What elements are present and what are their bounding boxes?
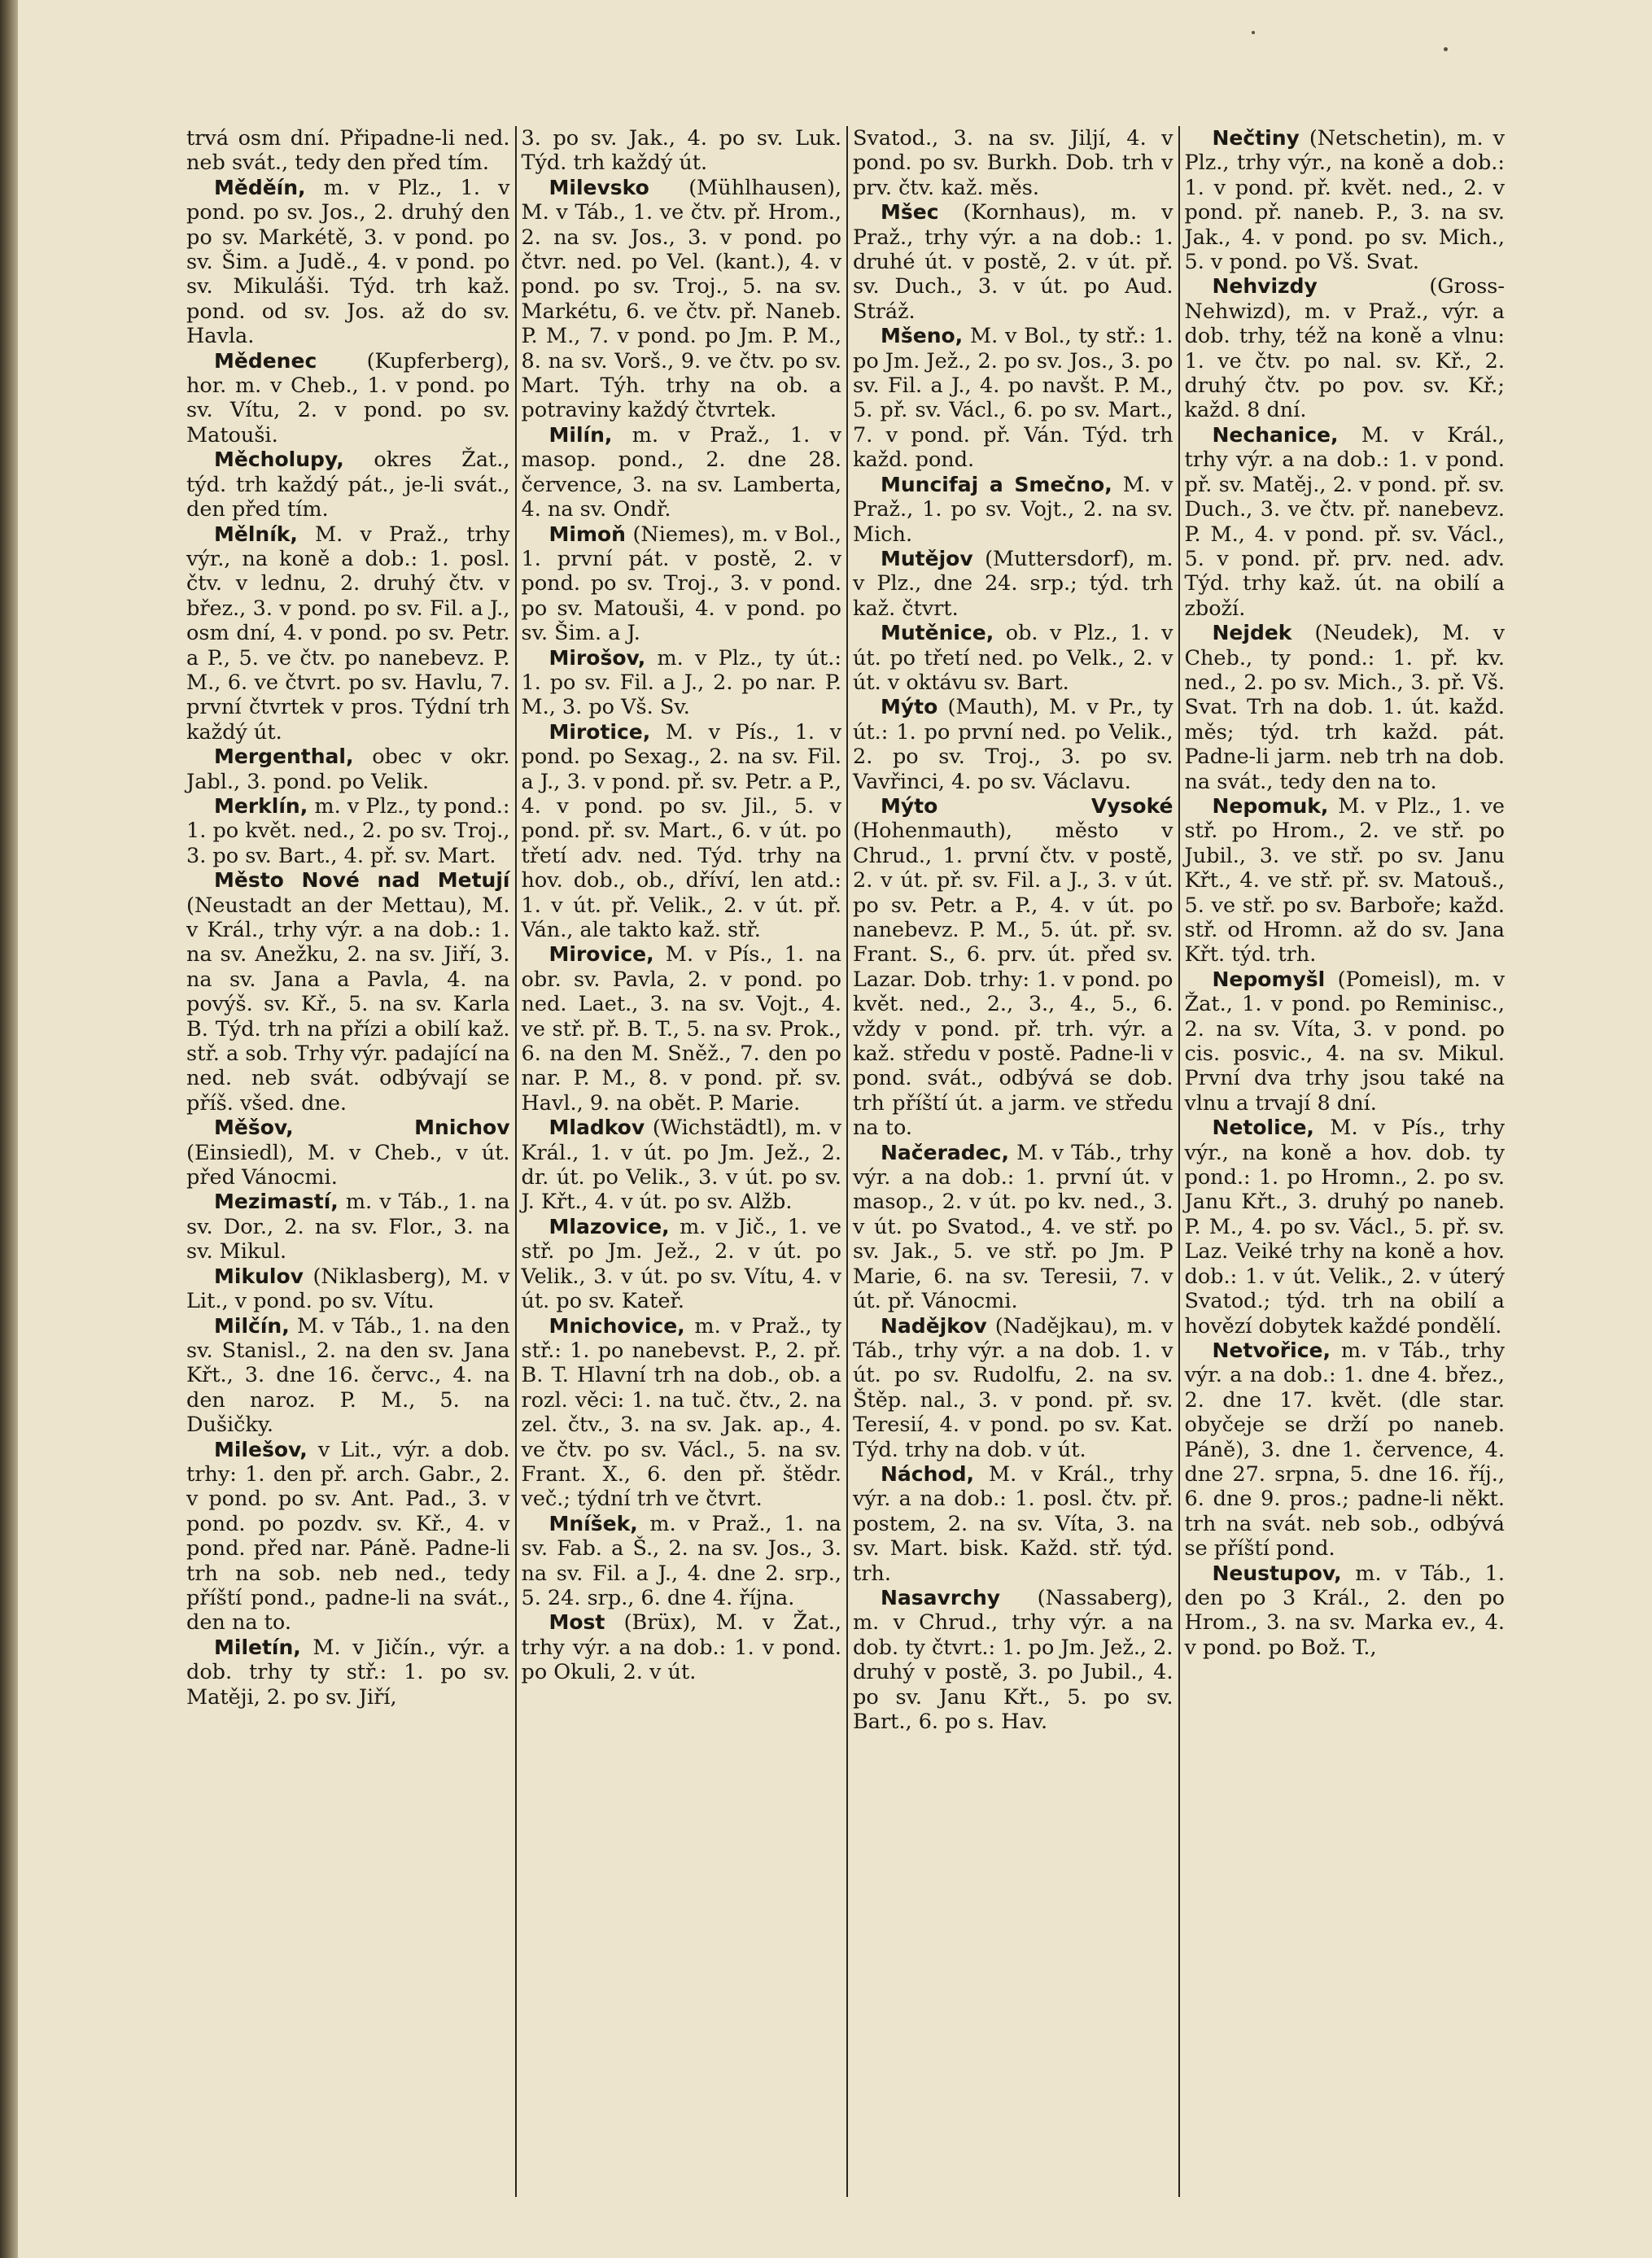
gazetteer-entry: [853, 1586, 1173, 1734]
entry-place-name: Mirošov,: [548, 645, 646, 670]
entry-text: (Mauth), M. v Pr., ty út.: 1. po první ned. po Velik., 2. po sv. Troj., 3. po sv. Vavřinci, 4. po sv. Václavu.: [853, 695, 1173, 794]
gazetteer-entry: [186, 794, 510, 868]
entry-place-name: Měšov, Mnichov: [214, 1116, 510, 1140]
column-3: [846, 126, 1178, 2197]
entry-place-name: Mutějov: [881, 546, 973, 570]
entry-text: v Lit., výr. a dob. trhy: 1. den př. arch. Gabr., 2. v pond. po sv. Ant. Pad., 3. v pond. po pozdv. sv. Kř., 4. v pond. před nar. Páně. Padne-li trh na sob. neb ned., tedy příští pond., padne-li na svát., den na to.: [186, 1437, 510, 1636]
entry-place-name: Nasavrchy: [881, 1585, 1001, 1609]
book-spine-edge: [0, 0, 18, 2258]
entry-text: (Brüx), M. v Žat., trhy výr. a na dob.: 1. v pond. po Okuli, 2. v út.: [521, 1610, 841, 1685]
entry-place-name: Mlazovice,: [548, 1214, 670, 1238]
gazetteer-entry: [186, 1636, 510, 1710]
gazetteer-entry: [186, 522, 510, 745]
entry-place-name: Milešov,: [214, 1437, 308, 1461]
entry-place-name: Nechanice,: [1212, 422, 1339, 447]
entry-text: M. v Plz., 1. ve stř. po Hrom., 2. ve stř. po Jubil., 3. ve stř. po sv. Janu Křt., 4. ve stř. př. sv. Matouš., 5. ve stř. po sv. Barboře; každ. stř. od Hromn. až do sv. Jana Křt. týd. trh.: [1184, 793, 1505, 967]
entry-text: (Wichstädtl), m. v Král., 1. v út. po Jm. Jež., 2. dr. út. po Velik., 3. v út. po sv. J. Křt., 4. v út. po sv. Alžb.: [521, 1116, 841, 1215]
gazetteer-entry: [186, 1438, 510, 1636]
gazetteer-entry: [522, 1610, 842, 1684]
entry-place-name: Neustupov,: [1212, 1561, 1342, 1585]
entry-place-name: Nadějkov: [881, 1313, 987, 1338]
entry-text: (Muttersdorf), m. v Plz., dne 24. srp.; týd. trh kaž. čtvrt.: [853, 546, 1173, 621]
entry-place-name: Mutěnice,: [881, 621, 994, 645]
entry-place-name: Měděín,: [214, 175, 306, 199]
gazetteer-entry: [186, 349, 510, 448]
gazetteer-entry: [186, 1314, 510, 1438]
entry-text: m. v Plz., 1. v pond. po sv. Jos., 2. druhý den po sv. Markétě, 3. v pond. po sv. Šim. a Judě., 4. v pond. po sv. Mikuláši. Týd. trh kaž. pond. od sv. Jos. až do sv. Havla.: [186, 175, 510, 349]
entry-text: (Nassaberg), m. v Chrud., trhy výr. a na dob. ty čtvrt.: 1. po Jm. Jež., 2. druhý v postě, 3. po Jubil., 4. po sv. Janu Křt., 5. po sv. Bart., 6. po s. Hav.: [853, 1585, 1173, 1734]
gazetteer-entry: [522, 1512, 842, 1611]
entry-text: 3. po sv. Jak., 4. po sv. Luk. Týd. trh každý út.: [521, 126, 841, 176]
gazetteer-entry: [853, 1141, 1173, 1314]
entry-text: M. v Bol., ty stř.: 1. po Jm. Jež., 2. po sv. Jos., 3. po sv. Fil. a J., 4. po navšt. P. M., 5. př. sv. Václ., 6. po sv. Mart., 7. v pond. př. Ván. Týd. trh každ. pond.: [853, 324, 1173, 473]
print-speck: [1444, 47, 1448, 51]
entry-place-name: Nepomuk,: [1212, 793, 1329, 818]
entry-text: (Kupferberg), hor. m. v Cheb., 1. v pond. po sv. Vítu, 2. v pond. po sv. Matouši.: [186, 348, 510, 448]
gazetteer-entry: [1185, 1339, 1506, 1561]
entry-place-name: Nepomyšl: [1212, 967, 1326, 991]
entry-place-name: Mýto Vysoké: [881, 793, 1173, 818]
entry-place-name: Mezimastí,: [214, 1190, 339, 1214]
gazetteer-entry: [853, 473, 1173, 547]
entry-text: (Niklasberg), M. v Lit., v pond. po sv. Vítu.: [186, 1264, 510, 1314]
entry-text: obec v okr. Jabl., 3. pond. po Velik.: [186, 745, 510, 794]
entry-place-name: Miletín,: [214, 1635, 301, 1659]
entry-text: m. v Táb., trhy výr. a na dob.: 1. dne 4. břez., 2. dne 17. květ. (dle star. obyčeje se drží po naneb. Páně), 3. dne 1. července, 4. dne 27. srpna, 5. dne 16. říj., 6. dne 9. pros.; padne-li někt. trh na svát. neb sob., odbývá se příští pond.: [1184, 1338, 1505, 1561]
entry-text: m. v Plz., ty pond.: 1. po květ. ned., 2. po sv. Troj., 3. po sv. Bart., 4. př. sv. Mart.: [186, 793, 510, 868]
gazetteer-entry: [186, 1116, 510, 1190]
entry-place-name: Město Nové nad Metují: [214, 868, 510, 893]
text-columns: [183, 126, 1510, 2197]
entry-text: M. v Pís., trhy výr., na koně a hov. dob. ty pond.: 1. po Hromn., 2. po sv. Janu Křt., 3. druhý po naneb. P. M., 4. po sv. Václ., 5. př. sv. Laz. Veiké trhy na koně a hov. dob.: 1. v út. Velik., 2. v úterý Svatod.; týd. trh na obilí a hovězí dobytek každé pondělí.: [1184, 1116, 1505, 1339]
entry-text: m. v Praž., 1. na sv. Fab. a Š., 2. na sv. Jos., 3. na sv. Fil. a J., 4. dne 2. srp., 5. 24. srp., 6. dne 4. října.: [521, 1511, 841, 1610]
gazetteer-entry: [186, 745, 510, 794]
entry-place-name: Mergenthal,: [214, 745, 354, 769]
gazetteer-entry: [853, 794, 1173, 1141]
entry-place-name: Mědenec: [214, 348, 317, 373]
entry-place-name: Mnichovice,: [548, 1313, 685, 1338]
print-speck: [1252, 31, 1255, 34]
entry-text: M. v Praž., trhy výr., na koně a dob.: 1. posl. čtv. v lednu, 2. druhý čtv. v břez., 3. v pond. po sv. Fil. a J., osm dní, 4. v pond. po sv. Petr. a P., 5. ve čtv. po nanebevz. P. M., 6. ve čtvrt. po sv. Havlu, 7. první čtvrtek v pros. Týdní trh každý út.: [186, 522, 510, 745]
entry-text: (Pomeisl), m. v Žat., 1. v pond. po Reminisc., 2. na sv. Víta, 3. v pond. po cis. posvic., 4. na sv. Mikul. První dva trhy jsou také na vlnu a trvají 8 dní.: [1184, 967, 1505, 1116]
gazetteer-entry: [186, 1264, 510, 1314]
entry-place-name: Mikulov: [214, 1264, 304, 1288]
entry-place-name: Náchod,: [881, 1461, 974, 1486]
entry-text: M. v Pís., 1. v pond. po Sexag., 2. na sv. Fil. a J., 3. v pond. př. sv. Petr. a P., 4. v pond. po sv. Jil., 5. v pond. př. sv. Mart., 6. v út. po třetí adv. ned. Týd. trhy na hov. dob., ob., dříví, len atd.: 1. v út. př. Velik., 2. v út. př. Ván., ale takto kaž. stř.: [521, 719, 841, 942]
gazetteer-entry: [1185, 621, 1506, 794]
entry-text: M. v Pís., 1. na obr. sv. Pavla, 2. v pond. po ned. Laet., 3. na sv. Vojt., 4. ve stř. př. B. T., 5. na sv. Prok., 6. na den M. Sněž., 7. den po nar. P. M., 8. v pond. př. sv. Havl., 9. na obět. P. Marie.: [521, 942, 841, 1116]
entry-text: m. v Táb., 1. na sv. Dor., 2. na sv. Flor., 3. na sv. Mikul.: [186, 1190, 510, 1264]
entry-place-name: Mimoň: [548, 522, 626, 546]
entry-text: trvá osm dní. Připadne-li ned. neb svát., tedy den před tím.: [186, 126, 510, 176]
entry-place-name: Mšeno,: [881, 324, 964, 348]
entry-text: (Mühlhausen), M. v Táb., 1. ve čtv. př. Hrom., 2. na sv. Jos., 3. v pond. po čtvr. ned. po Vel. (kant.), 4. v pond. po sv. Troj., 5. na sv. Markétu, 6. ve čtv. př. Naneb. P. M., 7. v pond. po Jm. P. M., 8. na sv. Vorš., 9. ve čtv. po sv. Mart. Týh. trhy na ob. a potraviny každý čtvrtek.: [521, 175, 841, 423]
entry-text: (Einsiedl), M. v Cheb., v út. před Vánocmi.: [186, 1140, 510, 1190]
gazetteer-entry: [522, 176, 842, 423]
entry-place-name: Načeradec,: [881, 1140, 1009, 1164]
gazetteer-entry: [1185, 274, 1506, 422]
entry-text: M. v Táb., 1. na den sv. Stanisl., 2. na den sv. Jana Křt., 3. dne 16. červc., 4. na den naroz. P. M., 5. na Dušičky.: [186, 1313, 510, 1438]
gazetteer-entry: [1185, 126, 1506, 274]
entry-place-name: Mýto: [881, 695, 938, 719]
gazetteer-entry: [853, 126, 1173, 200]
column-4: [1178, 126, 1510, 2197]
entry-text: m. v Plz., ty út.: 1. po sv. Fil. a J., 2. po nar. P. M., 3. po Vš. Sv.: [521, 645, 841, 720]
entry-text: (Hohenmauth), město v Chrud., 1. první čtv. v postě, 2. v út. př. sv. Fil. a J., 3. v út. po sv. Petr. a P., 4. v út. po nanebevz. P. M., 5. út. př. sv. Frant. S., 6. prv. út. před sv. Lazar. Dob. trhy: 1. v pond. po květ. ned., 2., 3., 4., 5., 6. vždy v pond. př. trh. výr. a kaž. středu v postě. Padne-li v pond. svát., odbývá se dob. trh příští út. a jarm. ve středu na to.: [853, 819, 1173, 1141]
gazetteer-entry: [853, 695, 1173, 794]
entry-place-name: Milčín,: [214, 1313, 290, 1338]
entry-text: (Neustadt an der Mettau), M. v Král., trhy výr. a na dob.: 1. na sv. Anežku, 2. na sv. Jiří, 3. na sv. Jana a Pavla, 4. na povýš. sv. Kř., 5. na sv. Karla B. Týd. trh na přízi a obilí kaž. stř. a sob. Trhy výr. padající na ned. neb svát. odbývají se příš. všed. dne.: [186, 893, 510, 1116]
entry-text: (Neudek), M. v Cheb., ty pond.: 1. př. kv. ned., 2. po sv. Mich., 3. př. Vš. Svat. Trh na dob. 1. út. každ. měs; týd. trh každ. pát. Padne-li jarm. neb trh na dob. na svát., tedy den na to.: [1184, 621, 1506, 794]
entry-place-name: Netvořice,: [1212, 1338, 1331, 1362]
entry-text: okres Žat., týd. trh každý pát., je-li svát., den před tím.: [186, 448, 510, 522]
gazetteer-entry: [522, 1116, 842, 1215]
gazetteer-entry: [186, 176, 510, 349]
entry-place-name: Mirotice,: [548, 719, 651, 744]
gazetteer-entry: [186, 1190, 510, 1264]
entry-place-name: Milín,: [548, 422, 613, 447]
gazetteer-entry: [522, 1314, 842, 1512]
entry-place-name: Merklín,: [214, 793, 308, 818]
gazetteer-entry: [522, 522, 842, 646]
entry-text: (Gross-Nehwizd), m. v Praž., výr. a dob. trhy, též na koně a vlnu: 1. ve čtv. po nal. sv. Kř., 2. druhý čtv. po pov. sv. Kř.; každ. 8 dní.: [1184, 274, 1505, 423]
gazetteer-entry: [522, 720, 842, 943]
entry-place-name: Mělník,: [214, 522, 298, 546]
entry-text: (Nadějkau), m. v Táb., trhy výr. a na dob. 1. v út. po sv. Rudolfu, 2. na sv. Štěp. nal., 3. v pond. př. sv. Teresií, 4. v pond. po sv. Kat. Týd. trhy na dob. v út.: [853, 1313, 1173, 1462]
entry-place-name: Most: [548, 1610, 605, 1635]
entry-text: (Niemes), m. v Bol., 1. první pát. v postě, 2. v pond. po sv. Troj., 3. v pond. po sv. Matouši, 4. v pond. po sv. Šim. a J.: [521, 522, 842, 646]
entry-text: Svatod., 3. na sv. Jiljí, 4. v pond. po sv. Burkh. Dob. trh v prv. čtv. kaž. měs.: [853, 126, 1173, 200]
entry-place-name: Mšec: [881, 200, 939, 225]
entry-text: ob. v Plz., 1. v út. po třetí ned. po Velk., 2. v út. v oktávu sv. Bart.: [853, 621, 1173, 695]
gazetteer-entry: [853, 324, 1173, 472]
gazetteer-entry: [853, 1462, 1173, 1586]
entry-text: M. v Král., trhy výr. a na dob.: 1. v pond. př. sv. Matěj., 2. v pond. př. sv. Duch., 3. ve čtv. př. nanebevz. P. M., 4. v pond. př. sv. Václ., 5. v pond. př. prv. ned. adv. Týd. trhy kaž. út. na obilí a zboží.: [1184, 422, 1505, 621]
entry-place-name: Mníšek,: [548, 1511, 638, 1535]
entry-place-name: Měcholupy,: [214, 448, 344, 472]
entry-text: (Netschetin), m. v Plz., trhy výr., na koně a dob.: 1. v pond. př. květ. ned., 2. v pond. př. naneb. P., 3. na sv. Jak., 4. v pond. po sv. Mich., 5. v pond. po Vš. Svat.: [1184, 126, 1505, 275]
entry-text: M. v Praž., 1. po sv. Vojt., 2. na sv. Mich.: [853, 472, 1173, 547]
gazetteer-entry: [522, 126, 842, 176]
entry-text: M. v Jičín., výr. a dob. trhy ty stř.: 1. po sv. Matěji, 2. po sv. Jiří,: [186, 1635, 510, 1710]
gazetteer-entry: [522, 1215, 842, 1314]
entry-place-name: Nejdek: [1212, 621, 1292, 645]
gazetteer-entry: [853, 621, 1173, 695]
entry-place-name: Milevsko: [548, 175, 649, 199]
gazetteer-entry: [522, 646, 842, 720]
entry-text: (Kornhaus), m. v Praž., trhy výr. a na dob.: 1. druhé út. v postě, 2. v út. př. sv. Duch., 3. v út. po Aud. Stráž.: [853, 200, 1173, 324]
entry-place-name: Muncifaj a Smečno,: [881, 472, 1112, 496]
entry-place-name: Nehvizdy: [1212, 274, 1318, 299]
entry-place-name: Nečtiny: [1212, 126, 1300, 150]
gazetteer-entry: [853, 547, 1173, 621]
entry-text: M. v Král., trhy výr. a na dob.: 1. posl. čtv. př. postem, 2. na sv. Víta, 3. na sv. Mart. bisk. Každ. stř. týd. trh.: [853, 1461, 1173, 1586]
entry-text: M. v Táb., trhy výr. a na dob.: 1. první út. v masop., 2. v út. po kv. ned., 3. v út. po Svatod., 4. ve stř. po sv. Jak., 5. ve stř. po Jm. P Marie, 6. na sv. Teresii, 7. v út. př. Vánocmi.: [853, 1140, 1173, 1314]
column-1: [183, 126, 515, 2197]
gazetteer-entry: [186, 868, 510, 1116]
gazetteer-entry: [853, 1314, 1173, 1462]
gazetteer-entry: [522, 942, 842, 1116]
gazetteer-entry: [186, 126, 510, 176]
gazetteer-entry: [1185, 1561, 1506, 1661]
entry-place-name: Netolice,: [1212, 1116, 1314, 1140]
gazetteer-entry: [1185, 794, 1506, 967]
entry-text: m. v Táb., 1. den po 3 Král., 2. den po Hrom., 3. na sv. Marka ev., 4. v pond. po Bož. T.,: [1184, 1561, 1506, 1660]
gazetteer-entry: [522, 423, 842, 522]
gazetteer-entry: [1185, 423, 1506, 621]
entry-text: m. v Praž., 1. v masop. pond., 2. dne 28. července, 3. na sv. Lamberta, 4. na sv. Ondř.: [521, 422, 842, 522]
entry-text: m. v Jič., 1. ve stř. po Jm. Jež., 2. v út. po Velik., 3. v út. po sv. Vítu, 4. v út. po sv. Kateř.: [521, 1214, 842, 1314]
gazetteer-entry: [1185, 967, 1506, 1116]
gazetteer-entry: [186, 448, 510, 522]
gazetteer-entry: [853, 200, 1173, 324]
entry-text: m. v Praž., ty stř.: 1. po nanebevst. P., 2. př. B. T. Hlavní trh na dob., ob. a rozl. věci: 1. na tuč. čtv., 2. na zel. čtv., 3. na sv. Jak. ap., 4. ve čtv. po sv. Václ., 5. na sv. Frant. X., 6. den př. štědr. več.; týdní trh ve čtvrt.: [521, 1313, 842, 1512]
entry-place-name: Mladkov: [548, 1116, 645, 1140]
column-2: [515, 126, 847, 2197]
entry-place-name: Mirovice,: [548, 942, 654, 967]
gazetteer-entry: [1185, 1116, 1506, 1339]
